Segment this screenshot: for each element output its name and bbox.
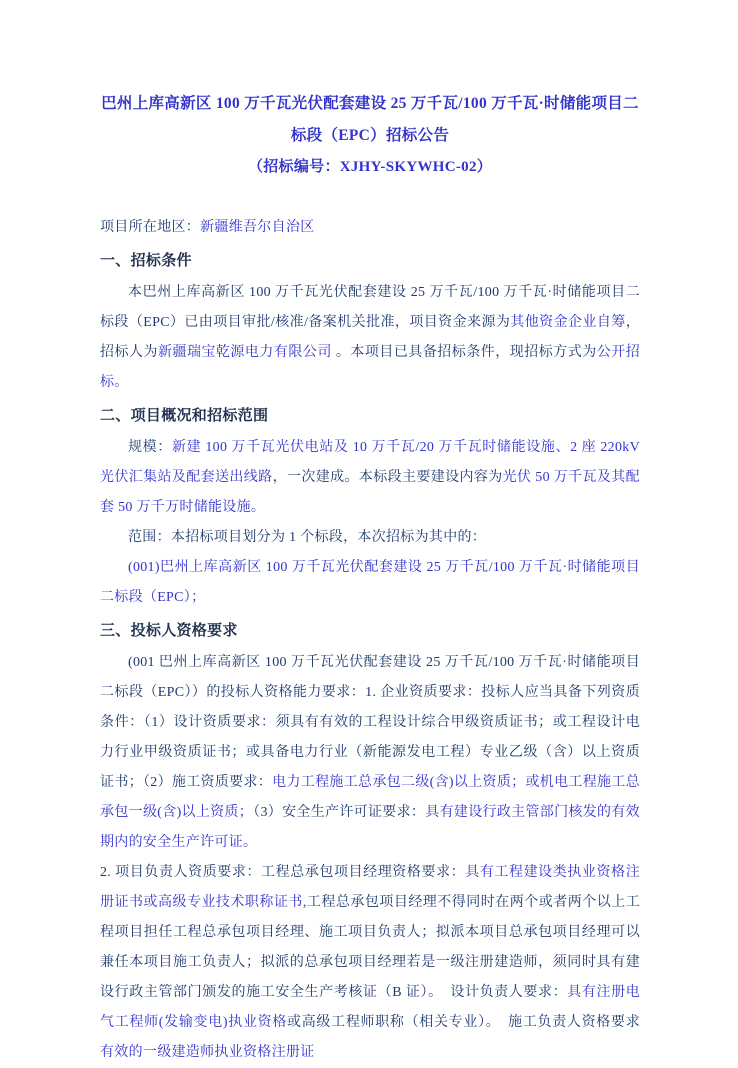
- bid-number: （招标编号：XJHY-SKYWHC-02）: [247, 159, 493, 175]
- section-heading: [100, 246, 640, 276]
- text-run: 电力工程施工总承包二级(含)以上资质；或机电工程施工总承包一级(含)以上资质；: [100, 775, 640, 820]
- text-run: 具有注册电气工程师(发输变电)执业资格: [100, 985, 641, 1030]
- document-title-line2: 标段（EPC）招标公告: [290, 127, 450, 144]
- text-run: 本巴州上库高新区 100 万千瓦光伏配套建设 25 万千瓦/100 万千瓦·时储能项目二标段（EPC）已由项目审批/核准/备案机关批准，项目资金来源为: [100, 285, 640, 330]
- paragraph: [100, 523, 640, 553]
- paragraph: [100, 278, 640, 398]
- text-run: （3）安全生产许可证要求：: [253, 805, 426, 820]
- section-heading: [100, 401, 640, 431]
- paragraph: [100, 553, 640, 613]
- text-run: 具有建设行政主管部门核发的有效期内的安全生产许可证。: [100, 805, 640, 850]
- document-title-line1: 巴州上库高新区 100 万千瓦光伏配套建设 25 万千瓦/100 万千瓦·时储能项目二: [101, 95, 639, 112]
- text-run: 二、项目概况和招标范围: [100, 408, 269, 424]
- text-run: 一、招标条件: [100, 253, 192, 269]
- text-run: 或高级工程师职称（相关专业）。 施工负责人资格要求: [287, 1015, 640, 1030]
- text-run: 规模：: [128, 440, 172, 455]
- text-run: 项目所在地区：: [100, 220, 201, 235]
- text-run: 范围：本招标项目划分为 1 个标段，本次招标为其中的：: [128, 530, 487, 545]
- text-run: 三、投标人资格要求: [100, 623, 238, 639]
- text-run: 新疆维吾尔自治区: [200, 220, 315, 235]
- text-run: ，招标人为: [100, 315, 640, 360]
- text-run: (001)巴州上库高新区 100 万千瓦光伏配套建设 25 万千瓦/100 万千瓦·时储能项目二标段（EPC）；: [100, 560, 640, 605]
- text-run: 。本项目已具备招标条件，现招标方式为: [331, 345, 597, 360]
- text-run: ，一次建成。本标段主要建设内容为: [272, 470, 503, 485]
- text-run: (001 巴州上库高新区 100 万千瓦光伏配套建设 25 万千瓦/100 万千瓦·时储能项目二标段（EPC））的投标人资格能力要求：1. 企业资质要求：投标人应当具备下列资质条件：（1）设计资质要求：须具有有效的工程设计综合甲级资质证书；或工程设计电力行业甲级资质证书；或具备电力行业（新能源发电工程）专业乙级（含）以上资质证书；（2）施工资质要求：: [100, 655, 640, 790]
- document-title: [100, 88, 640, 152]
- document-body: [100, 213, 640, 1068]
- text-run: 新建 100 万千瓦光伏电站及 10 万千瓦/20 万千瓦时储能设施、2 座 220kV 光伏汇集站及配套送出线路: [100, 440, 640, 485]
- text-run: 具有工程建设类执业资格注册证书或高级专业技术职称证书,: [100, 865, 640, 910]
- text-run: 工程总承包项目经理不得同时在两个或者两个以上工程项目担任工程总承包项目经理、施工项目负责人；拟派本项目总承包项目经理可以兼任本项目施工负责人；拟派的总承包项目经理若是一级注册建造师，须同时具有建设行政主管部门颁发的施工安全生产考核证（B 证）。 设计负责人要求：: [100, 895, 640, 1000]
- paragraph: [100, 648, 640, 858]
- paragraph: [100, 213, 640, 243]
- section-heading: [100, 616, 640, 646]
- text-run: 2. 项目负责人资质要求：工程总承包项目经理资格要求：: [100, 865, 466, 880]
- text-run: 有效的一级建造师执业资格注册证: [100, 1045, 315, 1060]
- text-run: 光伏 50 万千瓦及其配套 50 万千万时储能设施。: [100, 470, 640, 515]
- text-run: 新疆瑞宝乾源电力有限公司: [157, 345, 332, 360]
- text-run: 公开招标。: [100, 345, 641, 390]
- paragraph: [100, 433, 640, 523]
- paragraph: [100, 858, 640, 1068]
- text-run: 其他资金企业自筹: [510, 315, 626, 330]
